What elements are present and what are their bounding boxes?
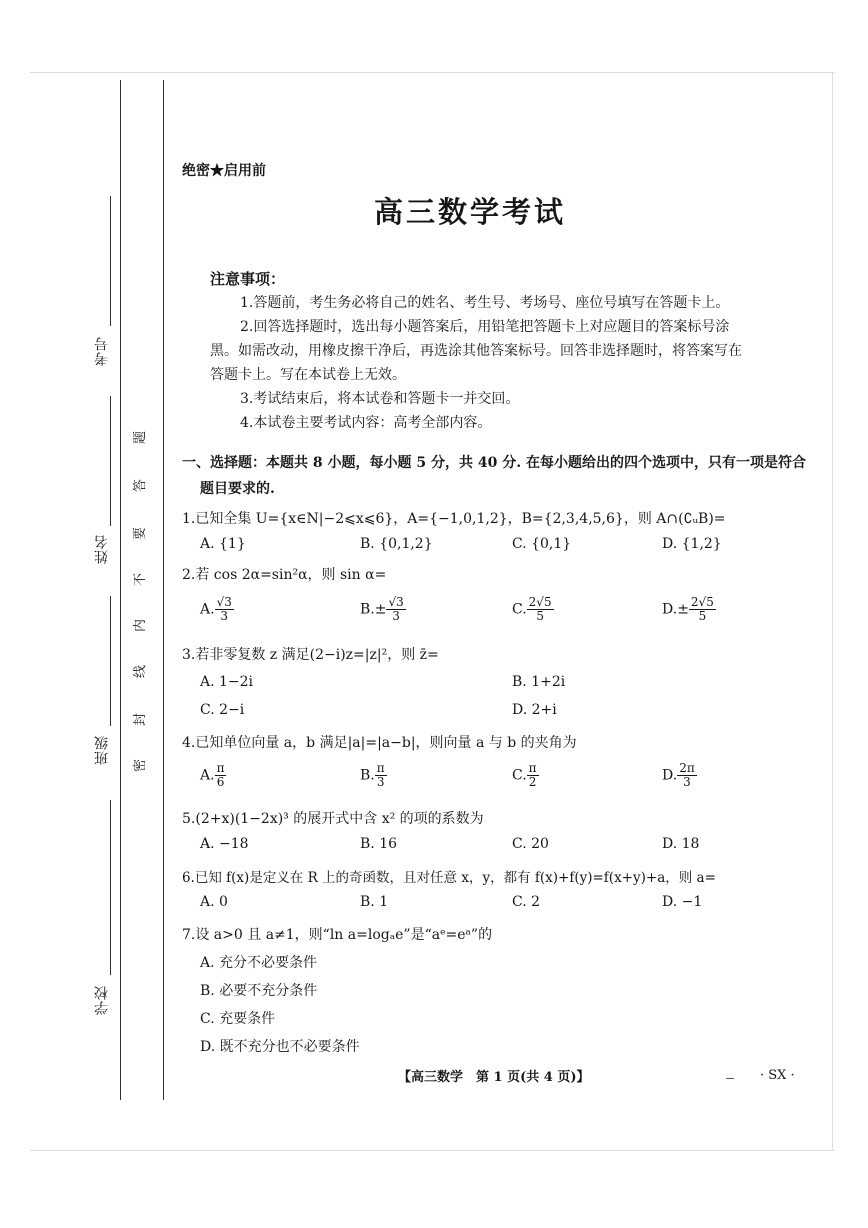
option-letter: A. [200, 767, 215, 784]
option-b[interactable] [360, 762, 387, 789]
option-c[interactable] [512, 596, 554, 623]
notice-heading: 注意事项： [210, 270, 286, 288]
option-a[interactable]: A. 1−2i [200, 674, 254, 690]
notice-line: 2.回答选择题时，选出每小题答案后，用铅笔把答题卡上对应题目的答案标号涂 [240, 319, 730, 335]
page-right-line [832, 72, 833, 1150]
class-blank [110, 596, 111, 726]
fraction-denominator: 5 [698, 609, 707, 623]
option-fraction [677, 762, 697, 789]
option-fraction [375, 762, 387, 789]
option-letter: D. [662, 601, 678, 618]
fraction-denominator: 2 [528, 775, 537, 789]
school-label: 学校 [94, 985, 110, 1015]
seal-char: 密 [133, 758, 149, 773]
seal-char: 答 [133, 478, 149, 493]
section-heading-cont: 题目要求的. [200, 481, 275, 497]
question-stem: 2.若 cos 2α=sin²α，则 sin α= [182, 567, 387, 583]
page-footer: 【高三数学 第 1 页(共 4 页)】 [398, 1070, 590, 1085]
notice-line: 4.本试卷主要考试内容：高考全部内容。 [240, 415, 492, 431]
fraction-numerator: √3 [388, 595, 404, 609]
option-d[interactable]: D. 既不充分也不必要条件 [200, 1039, 360, 1055]
fraction-denominator: 3 [683, 775, 691, 789]
confidential-label: 绝密★启用前 [182, 163, 266, 179]
option-fraction [215, 596, 234, 623]
option-letter: C. [512, 601, 527, 618]
page-top-line [30, 72, 835, 73]
plus-minus-sign: ± [677, 601, 689, 618]
option-fraction [386, 596, 405, 623]
fraction-numerator: 2π [679, 761, 695, 775]
fraction-numerator: 2√5 [690, 595, 714, 609]
option-fraction [689, 596, 716, 623]
option-d[interactable] [662, 596, 716, 623]
section-heading: 一、选择题：本题共 8 小题，每小题 5 分，共 40 分. 在每小题给出的四个选项中，只有一项是符合 [182, 455, 806, 471]
option-d[interactable]: D. 2+i [512, 702, 557, 718]
option-letter: B. [360, 601, 375, 618]
question-stem: 6.已知 f(x)是定义在 R 上的奇函数，且对任意 x，y，都有 f(x)+f(y)=f(x+y)+a，则 a= [182, 870, 716, 886]
option-b[interactable]: B. 1 [360, 894, 389, 910]
fraction-denominator: 3 [220, 609, 229, 623]
option-a[interactable]: A. 充分不必要条件 [200, 955, 318, 971]
option-b[interactable]: B. 1+2i [512, 674, 566, 690]
seal-char: 线 [133, 664, 149, 679]
option-c[interactable] [512, 762, 539, 789]
seal-char: 不 [133, 572, 149, 587]
fraction-numerator: √3 [216, 595, 232, 609]
option-letter: A. [200, 601, 215, 618]
seal-char: 封 [133, 712, 149, 727]
notice-line: 答题卡上。写在本试卷上无效。 [210, 367, 406, 383]
option-c[interactable]: C. {0,1} [512, 536, 572, 552]
option-b[interactable]: B. 16 [360, 836, 398, 852]
option-d[interactable]: D. 18 [662, 836, 700, 852]
option-d[interactable]: D. {1,2} [662, 536, 722, 552]
notice-line: 黑。如需改动，用橡皮擦干净后，再选涂其他答案标号。回答非选择题时，将答案写在 [210, 343, 742, 359]
fraction-numerator: π [216, 761, 225, 775]
fraction-numerator: 2√5 [528, 595, 552, 609]
plus-minus-sign: ± [374, 601, 387, 618]
option-fraction [527, 762, 539, 789]
option-letter: B. [360, 767, 375, 784]
option-b[interactable]: B. 必要不充分条件 [200, 983, 318, 999]
option-c[interactable]: C. 充要条件 [200, 1011, 276, 1027]
student-name-label: 姓名 [94, 534, 110, 564]
fraction-numerator: π [528, 761, 537, 775]
option-b[interactable]: B. {0,1,2} [360, 536, 433, 552]
binding-inner-line [163, 80, 164, 1100]
seal-char: 题 [133, 430, 149, 445]
notice-line: 3.考试结束后，将本试卷和答题卡一并交回。 [240, 391, 520, 407]
option-a[interactable]: A. {1} [200, 536, 246, 552]
seal-char: 内 [133, 618, 149, 633]
class-label: 班级 [94, 735, 110, 765]
option-c[interactable]: C. 20 [512, 836, 549, 852]
fraction-numerator: π [376, 761, 385, 775]
question-stem: 4.已知单位向量 a，b 满足|a|=|a−b|，则向量 a 与 b 的夹角为 [182, 735, 577, 751]
option-a[interactable]: A. −18 [200, 836, 249, 852]
option-a[interactable]: A. 0 [200, 894, 228, 910]
page-bottom-line [30, 1150, 835, 1151]
question-stem: 5.(2+x)(1−2x)³ 的展开式中含 x² 的项的系数为 [182, 811, 484, 827]
option-letter: D. [662, 767, 678, 784]
option-d[interactable] [662, 762, 697, 789]
student-name-blank [110, 396, 111, 526]
question-stem: 3.若非零复数 z 满足(2−i)z=|z|²，则 z̄= [182, 647, 439, 663]
option-letter: C. [512, 767, 527, 784]
page-title: 高三数学考试 [374, 195, 567, 229]
fraction-denominator: 3 [392, 609, 400, 623]
fraction-denominator: 3 [376, 775, 385, 789]
binding-outer-line [120, 80, 121, 1100]
exam-number-label: 考号 [94, 336, 110, 366]
exam-number-blank [110, 196, 111, 326]
footer-code: · SX · [760, 1068, 795, 1083]
notice-line: 1.答题前，考生务必将自己的姓名、考生号、考场号、座位号填写在答题卡上。 [240, 295, 730, 311]
question-stem: 7.设 a>0 且 a≠1，则“ln a=logₐe”是“aᵉ=eᵃ”的 [182, 927, 493, 943]
option-b[interactable] [360, 596, 406, 623]
question-stem: 1.已知全集 U={x∈N|−2⩽x⩽6}，A={−1,0,1,2}，B={2,3,4,5,6}，则 A∩(∁ᵤB)= [182, 511, 726, 527]
option-a[interactable] [200, 762, 226, 789]
fraction-denominator: 6 [216, 775, 225, 789]
seal-char: 要 [133, 526, 149, 541]
option-d[interactable]: D. −1 [662, 894, 703, 910]
option-fraction [527, 596, 554, 623]
option-a[interactable] [200, 596, 234, 623]
footer-dash [726, 1078, 734, 1079]
fraction-denominator: 5 [536, 609, 544, 623]
school-blank [110, 800, 111, 975]
option-fraction [215, 762, 227, 789]
option-c[interactable]: C. 2−i [200, 702, 245, 718]
option-c[interactable]: C. 2 [512, 894, 541, 910]
